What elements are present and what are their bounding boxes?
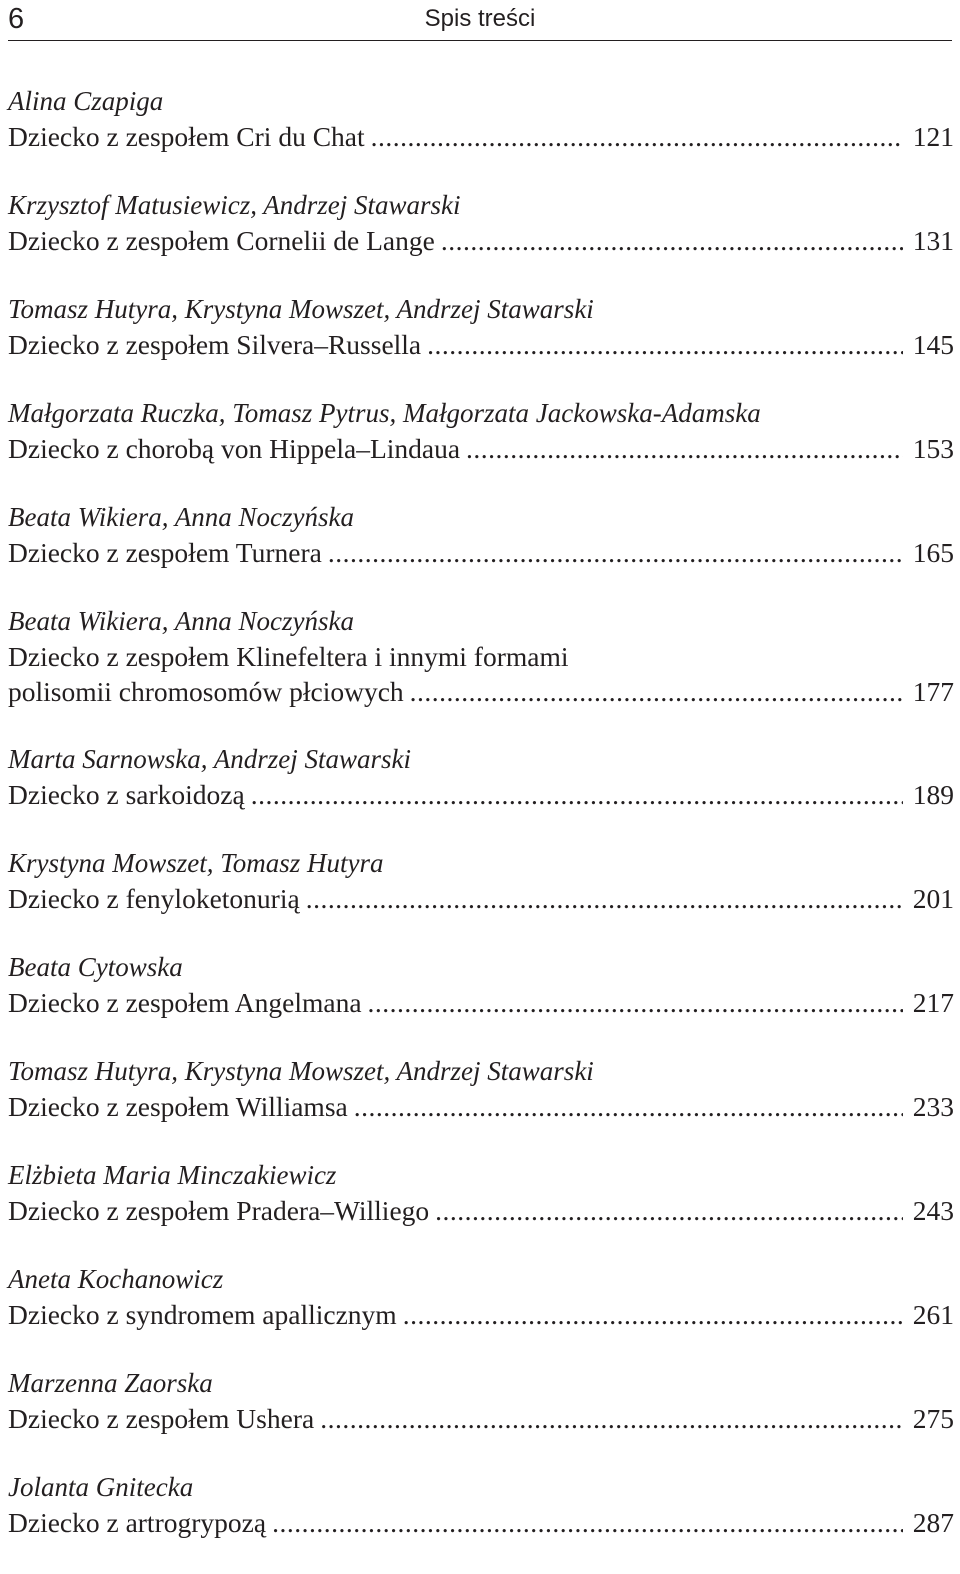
toc-entry-line xyxy=(8,119,954,154)
dot-leader xyxy=(328,535,903,570)
toc-entry-page-number: 145 xyxy=(912,329,954,360)
toc-entry xyxy=(8,950,954,1020)
dot-leader xyxy=(410,674,903,709)
toc-entry xyxy=(8,742,954,812)
toc-entry-authors: Alina Czapiga xyxy=(8,86,164,116)
toc-entry-line xyxy=(8,1505,954,1540)
toc-entry xyxy=(8,500,954,570)
dot-leader xyxy=(371,119,903,154)
toc-entry-line xyxy=(8,1193,954,1228)
dot-leader xyxy=(368,985,903,1020)
toc-entry-title-line: Dziecko z artrogrypozą xyxy=(8,1507,267,1538)
toc-entry-title xyxy=(8,1297,954,1332)
toc-entry-page-number: 287 xyxy=(912,1507,954,1538)
toc-entry-line xyxy=(8,431,954,466)
toc-entry-line xyxy=(8,327,954,362)
dot-leader xyxy=(466,431,903,466)
toc-entry-authors: Beata Cytowska xyxy=(8,952,183,982)
toc-entry xyxy=(8,1470,954,1540)
toc-entry-page-number: 189 xyxy=(912,779,954,810)
toc-entry-title-line: Dziecko z zespołem Cornelii de Lange xyxy=(8,225,435,256)
dot-leader xyxy=(354,1089,903,1124)
toc-entry-page-number: 153 xyxy=(912,433,954,464)
table-of-contents xyxy=(8,84,954,1574)
toc-entry xyxy=(8,84,954,154)
toc-entry-title xyxy=(8,327,954,362)
running-title: Spis treści xyxy=(424,5,536,32)
toc-entry-title xyxy=(8,1505,954,1540)
toc-entry-title xyxy=(8,431,954,466)
toc-entry-page-number: 233 xyxy=(912,1091,954,1122)
toc-entry-authors: Elżbieta Maria Minczakiewicz xyxy=(8,1160,337,1190)
toc-entry-page-number: 201 xyxy=(912,883,954,914)
toc-entry-title-line: Dziecko z zespołem Ushera xyxy=(8,1403,315,1434)
toc-entry-title xyxy=(8,639,954,709)
toc-entry-title xyxy=(8,777,954,812)
toc-entry-line xyxy=(8,1297,954,1332)
toc-entry-title-line: Dziecko z zespołem Williamsa xyxy=(8,1091,348,1122)
page-number: 6 xyxy=(8,3,25,35)
toc-entry xyxy=(8,396,954,466)
dot-leader xyxy=(403,1297,903,1332)
toc-entry-line xyxy=(8,1401,954,1436)
toc-entry-line xyxy=(8,1089,954,1124)
toc-entry-page-number: 177 xyxy=(912,676,954,707)
toc-entry-authors: Beata Wikiera, Anna Noczyńska xyxy=(8,606,354,636)
toc-entry-title xyxy=(8,1089,954,1124)
toc-entry-title xyxy=(8,223,954,258)
toc-entry xyxy=(8,1054,954,1124)
toc-entry xyxy=(8,292,954,362)
toc-entry-title-line: Dziecko z sarkoidozą xyxy=(8,779,245,810)
toc-entry xyxy=(8,1158,954,1228)
toc-entry-authors: Marta Sarnowska, Andrzej Stawarski xyxy=(8,744,412,774)
toc-entry-title-line: Dziecko z zespołem Klinefeltera i innymi formami xyxy=(8,641,569,672)
dot-leader xyxy=(320,1401,903,1436)
toc-entry xyxy=(8,1366,954,1436)
toc-entry-page-number: 165 xyxy=(912,537,954,568)
dot-leader xyxy=(427,327,903,362)
toc-entry-authors: Krystyna Mowszet, Tomasz Hutyra xyxy=(8,848,384,878)
toc-entry-title xyxy=(8,1193,954,1228)
toc-entry-title-line: Dziecko z zespołem Pradera–Williego xyxy=(8,1195,430,1226)
toc-entry-title-line: Dziecko z syndromem apallicznym xyxy=(8,1299,397,1330)
toc-entry-authors: Aneta Kochanowicz xyxy=(8,1264,224,1294)
toc-entry-line xyxy=(8,223,954,258)
dot-leader xyxy=(441,223,903,258)
toc-entry xyxy=(8,188,954,258)
toc-entry xyxy=(8,604,954,709)
toc-entry-title-line: Dziecko z zespołem Angelmana xyxy=(8,987,362,1018)
toc-entry xyxy=(8,1262,954,1332)
toc-entry-title xyxy=(8,881,954,916)
toc-entry-page-number: 243 xyxy=(912,1195,954,1226)
toc-entry-page-number: 131 xyxy=(912,225,954,256)
dot-leader xyxy=(435,1193,903,1228)
toc-entry-line xyxy=(8,985,954,1020)
toc-entry-title-line: Dziecko z fenyloketonurią xyxy=(8,883,300,914)
toc-entry-authors: Tomasz Hutyra, Krystyna Mowszet, Andrzej Stawarski xyxy=(8,1056,594,1086)
toc-entry-line xyxy=(8,535,954,570)
toc-entry-title xyxy=(8,1401,954,1436)
toc-entry-page-number: 275 xyxy=(912,1403,954,1434)
toc-entry-page-number: 217 xyxy=(912,987,954,1018)
toc-entry-title-line: Dziecko z zespołem Cri du Chat xyxy=(8,121,365,152)
toc-entry-authors: Jolanta Gnitecka xyxy=(8,1472,194,1502)
toc-entry-page-number: 121 xyxy=(912,121,954,152)
toc-entry-authors: Beata Wikiera, Anna Noczyńska xyxy=(8,502,354,532)
toc-entry-title xyxy=(8,985,954,1020)
toc-entry-authors: Marzenna Zaorska xyxy=(8,1368,213,1398)
toc-entry-authors: Małgorzata Ruczka, Tomasz Pytrus, Małgorzata Jackowska-Adamska xyxy=(8,398,761,428)
toc-entry-title-line: polisomii chromosomów płciowych xyxy=(8,676,404,707)
dot-leader xyxy=(272,1505,903,1540)
toc-entry-line xyxy=(8,881,954,916)
toc-entry-title-line: Dziecko z zespołem Turnera xyxy=(8,537,322,568)
toc-entry-title xyxy=(8,535,954,570)
toc-entry-title xyxy=(8,119,954,154)
toc-entry-line xyxy=(8,674,954,709)
page-header xyxy=(0,0,960,42)
toc-entry-title-line: Dziecko z zespołem Silvera–Russella xyxy=(8,329,422,360)
dot-leader xyxy=(251,777,903,812)
toc-entry xyxy=(8,846,954,916)
toc-entry-title-line: Dziecko z chorobą von Hippela–Lindaua xyxy=(8,433,461,464)
toc-entry-page-number: 261 xyxy=(912,1299,954,1330)
toc-entry-line xyxy=(8,777,954,812)
header-rule xyxy=(8,40,952,41)
toc-entry-authors: Krzysztof Matusiewicz, Andrzej Stawarski xyxy=(8,190,461,220)
dot-leader xyxy=(306,881,903,916)
toc-entry-authors: Tomasz Hutyra, Krystyna Mowszet, Andrzej Stawarski xyxy=(8,294,594,324)
